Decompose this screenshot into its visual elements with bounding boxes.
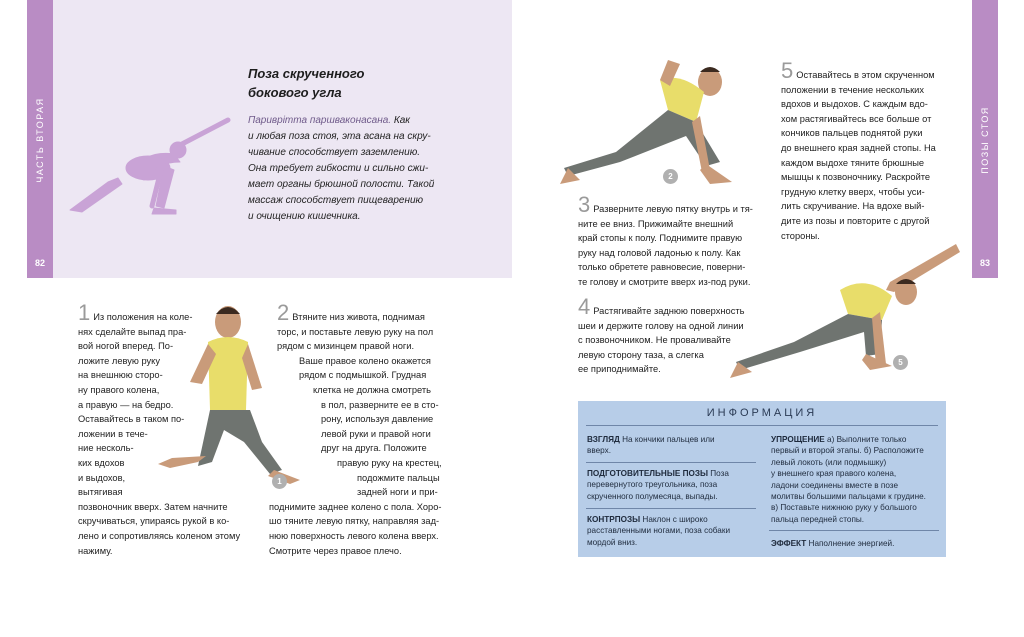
info-line: в) Поставьте нижнюю руку у большого <box>771 503 917 513</box>
intro-line: и любая поза стоя, эта асана на скру- <box>248 131 431 142</box>
step-line: край стопы к полу. Поднимите правую <box>578 233 743 244</box>
step-line: нях сделайте выпад пра- <box>78 326 187 337</box>
step-line: Растягивайте заднюю поверхность <box>593 306 745 316</box>
info-line: скрученного полумесяца, выпады. <box>587 491 718 501</box>
pose-title-line-2: бокового угла <box>248 85 342 100</box>
step-line: поднимите заднее колено с пола. Хоро- <box>269 501 442 512</box>
step-line: а правую — на бедро. <box>78 399 174 410</box>
step-line: вдохов и выдохов. С каждым вдо- <box>781 99 928 110</box>
step-line: ее приподнимайте. <box>578 364 661 375</box>
info-divider <box>586 425 938 426</box>
intro-line: массаж способствует пищеварению <box>248 195 424 206</box>
pose-title <box>248 64 468 102</box>
step-line: вытягивая <box>78 487 123 498</box>
page-number-left: 82 <box>34 258 45 268</box>
step-line: на внешнюю сторо- <box>78 370 163 381</box>
step-line: в пол, разверните ее в сто- <box>321 399 439 410</box>
step-line: лить скручивание. На вдохе вый- <box>781 201 925 212</box>
step-line: левую сторону таза, а слегка <box>578 349 704 360</box>
info-simplify-label: УПРОЩЕНИЕ <box>771 435 825 444</box>
info-title: ИНФОРМАЦИЯ <box>706 407 818 419</box>
info-line: расставленными ногами, поза собаки <box>587 526 731 536</box>
step-line: Оставайтесь в таком по- <box>78 414 185 425</box>
info-line: вверх. <box>587 446 611 456</box>
twist-photo-5 <box>730 242 960 382</box>
step-line: рядом с мизинцем правой ноги. <box>277 341 415 352</box>
info-focus <box>587 434 763 457</box>
intro-line: мает органы брюшной полости. Такой <box>248 179 435 190</box>
intro-text <box>248 113 438 225</box>
step-line: ние несколь- <box>78 443 134 454</box>
page-number-right: 83 <box>979 258 990 268</box>
step-line: ких вдохов <box>78 457 125 468</box>
info-line: пальца передней стопы. <box>771 514 865 524</box>
step-line: вой ногой вперед. По- <box>78 341 174 352</box>
step-2 <box>269 300 462 558</box>
info-line: левый локоть (или подмышку) <box>771 457 887 467</box>
chapter-tab-left <box>27 0 53 278</box>
step-line: задней ноги и при- <box>357 487 438 498</box>
info-focus-label: ВЗГЛЯД <box>587 435 620 444</box>
step-line: ложите левую руку <box>78 355 160 366</box>
info-effect <box>771 538 943 549</box>
step-line: ложении в тече- <box>78 428 148 439</box>
section-label-right: ПОЗЫ СТОЯ <box>980 106 990 174</box>
step-line: дите из позы и повторите с другой <box>781 215 930 226</box>
info-line: а) Выполните только <box>824 435 907 444</box>
step-line: Втяните низ живота, поднимая <box>292 312 425 322</box>
step-line: лено и сопротивляясь коленом этому <box>78 530 241 541</box>
step-number: 4 <box>578 294 591 319</box>
intro-lead: Париврітта паршваконасана. <box>248 115 392 126</box>
step-line: позвоночник вверх. Затем начните <box>78 501 228 512</box>
step-line: шо тяните левую пятку, направляя зад- <box>269 516 440 527</box>
step-line: каждом выдохе тяните брюшные <box>781 157 925 168</box>
step-line: шеи и держите голову на одной линии <box>578 320 744 331</box>
info-counter-label: КОНТРПОЗЫ <box>587 515 641 524</box>
step-line: Смотрите через правое плечо. <box>269 545 402 556</box>
step-line: руку над головой ладонью к полу. Как <box>578 247 741 258</box>
step-line: Ваше правое колено окажется <box>299 355 431 366</box>
step-line: до внешнего края задней стопы. На <box>781 142 936 153</box>
step-line: рону, используя давление <box>321 414 434 425</box>
info-line: Наклон с широко <box>640 515 708 524</box>
info-divider <box>769 530 939 531</box>
photo-number-badge-1: 1 <box>272 474 287 489</box>
step-line: с позвоночником. Не проваливайте <box>578 335 731 346</box>
step-line: ните ее вниз. Прижимайте внешний <box>578 218 734 229</box>
step-line: и выдохов, <box>78 472 126 483</box>
intro-line: чивание способствует заземлению. <box>248 147 421 158</box>
chapter-tab-right <box>972 0 998 278</box>
info-line: перевернутого треугольника, поза <box>587 480 718 490</box>
info-prep <box>587 468 763 502</box>
step-line: Из положения на коле- <box>93 312 193 322</box>
intro-line: Она требует гибкости и сильно сжи- <box>248 163 429 174</box>
info-line: Поза <box>708 469 729 478</box>
step-line: левой руки и правой ноги <box>321 428 431 439</box>
info-simplify <box>771 434 943 525</box>
pose-silhouette-illustration <box>60 110 240 220</box>
step-line: ну правого колена, <box>78 384 160 395</box>
step-line: клетка не должна смотреть <box>313 384 431 395</box>
step-line: рядом с подмышкой. Грудная <box>299 370 427 381</box>
step-line: хом растягивайтесь все больше от <box>781 113 932 124</box>
info-line: у внешнего края правого колена, <box>771 469 897 479</box>
step-line: мышцы к позвоночнику. Раскройте <box>781 172 931 183</box>
info-divider <box>586 508 756 509</box>
step-line: скручиваться, упираясь рукой в ко- <box>78 516 230 527</box>
section-label-left: ЧАСТЬ ВТОРАЯ <box>35 97 45 183</box>
step-line: Разверните левую пятку внутрь и тя- <box>593 204 753 214</box>
step-line: торс, и поставьте левую руку на пол <box>277 326 434 337</box>
intro-line: и очищению кишечника. <box>248 211 361 222</box>
info-prep-label: ПОДГОТОВИТЕЛЬНЫЕ ПОЗЫ <box>587 469 708 478</box>
step-number: 1 <box>78 300 91 325</box>
step-line: стороны. <box>781 230 820 241</box>
info-line: первый и второй этапы. б) Расположите <box>771 446 924 456</box>
photo-number-badge-2: 2 <box>663 169 678 184</box>
step-line: Оставайтесь в этом скрученном <box>796 70 935 80</box>
step-line: подожмите пальцы <box>357 472 440 483</box>
step-line: те голову и смотрите вверх из-под руки. <box>578 276 751 287</box>
info-line: мордой вниз. <box>587 537 638 547</box>
step-number: 5 <box>781 58 794 83</box>
step-line: правую руку на крестец, <box>337 457 442 468</box>
step-number: 3 <box>578 192 591 217</box>
step-line: нажиму. <box>78 545 113 556</box>
step-number: 2 <box>277 300 290 325</box>
info-line: ладони соединены вместе в позе <box>771 480 899 490</box>
info-line: Наполнение энергией. <box>806 539 895 548</box>
twist-photo-2 <box>560 52 760 192</box>
pose-title-line-1: Поза скрученного <box>248 66 365 81</box>
info-box <box>578 401 946 557</box>
intro-line: Как <box>391 115 411 126</box>
step-line: только обретете равновесие, поверни- <box>578 262 746 273</box>
info-counter <box>587 514 763 548</box>
info-line: На кончики пальцев или <box>619 435 715 444</box>
step-5 <box>781 58 961 243</box>
step-line: друг на друга. Положите <box>321 443 427 454</box>
info-line: молитвы большими пальцами к грудине. <box>771 492 926 502</box>
step-line: грудную клетку вверх, чтобы уси- <box>781 186 925 197</box>
step-line: нюю поверхность левого колена вверх. <box>269 530 439 541</box>
info-effect-label: ЭФФЕКТ <box>771 539 807 548</box>
step-line: положении в течение нескольких <box>781 84 924 95</box>
step-line: кончиков пальцев поднятой руки <box>781 128 923 139</box>
photo-number-badge-5: 5 <box>893 355 908 370</box>
info-divider <box>586 462 756 463</box>
